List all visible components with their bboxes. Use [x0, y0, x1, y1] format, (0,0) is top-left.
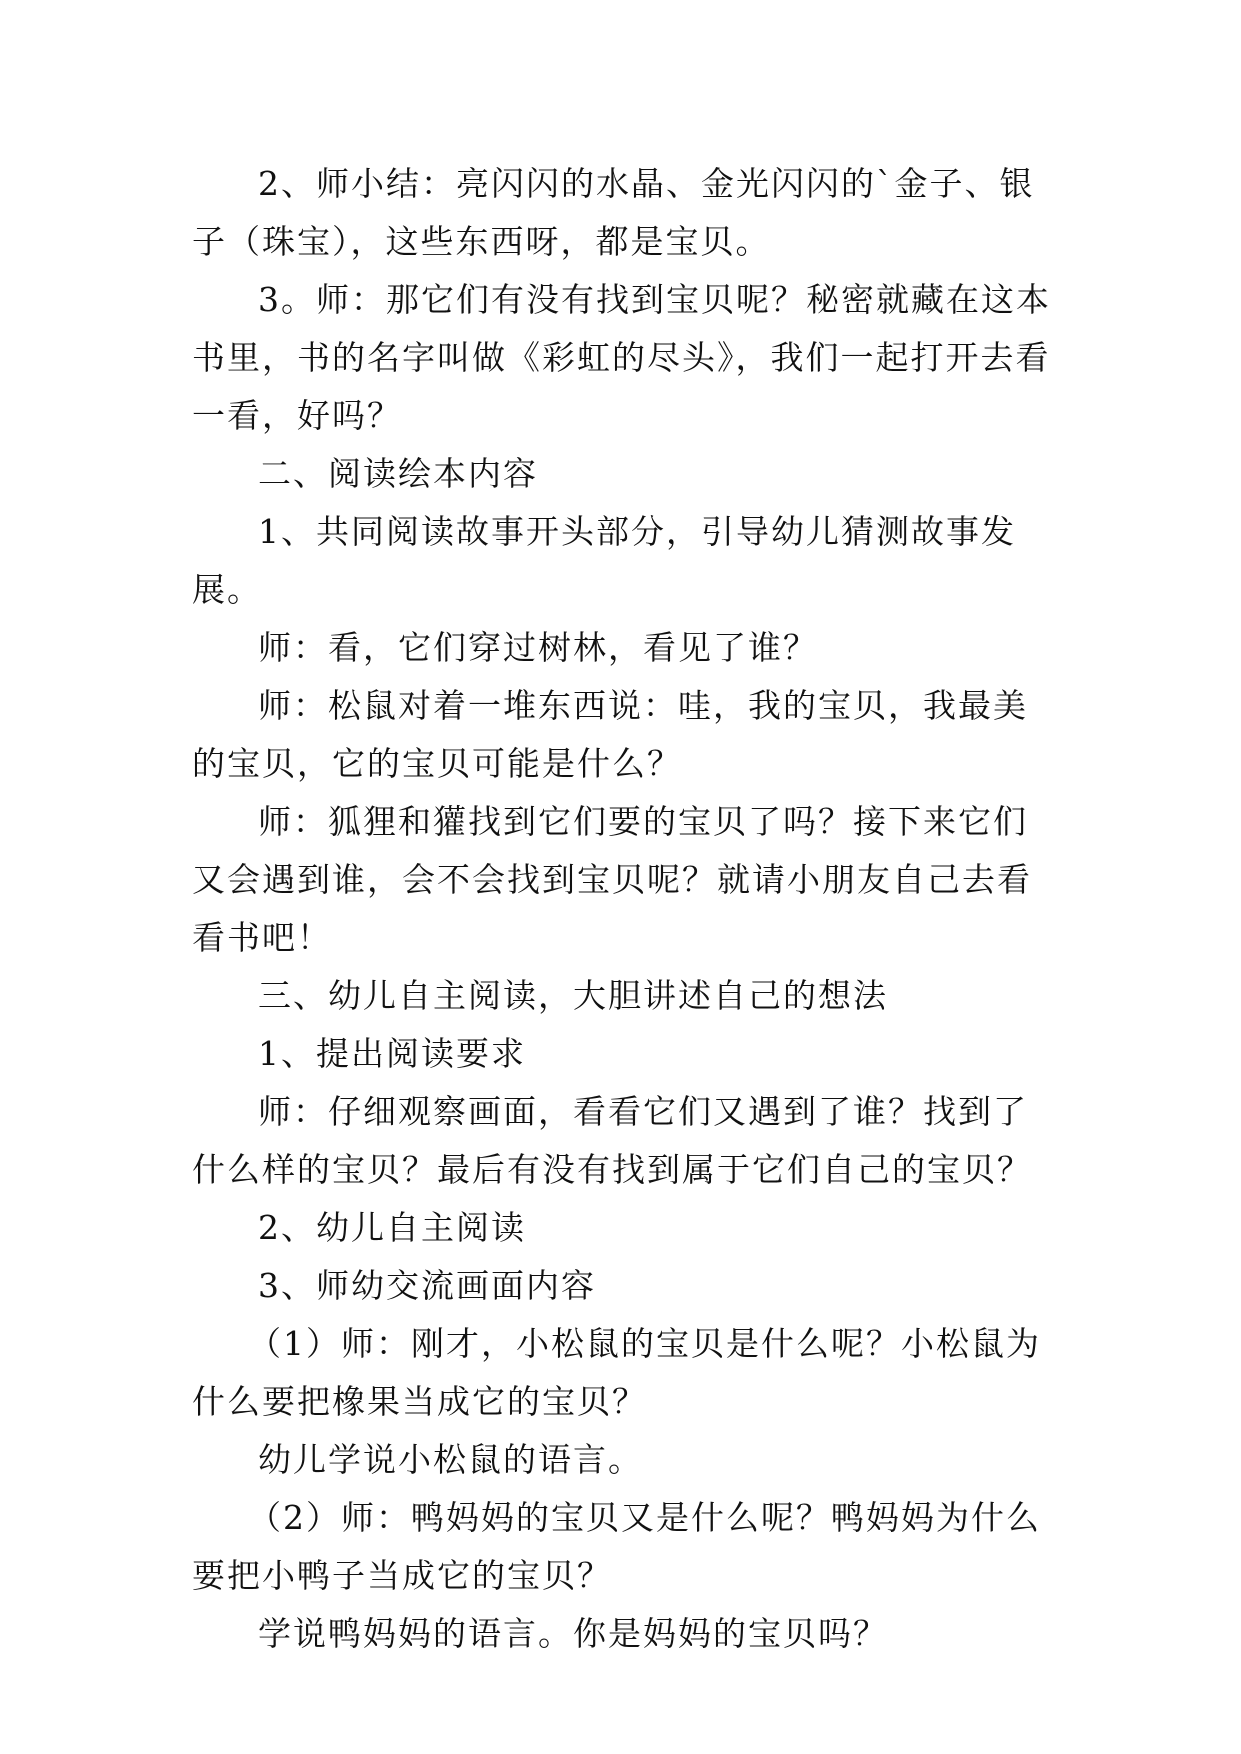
paragraph: 3。师：那它们有没有找到宝贝呢？秘密就藏在这本书里，书的名字叫做《彩虹的尽头》，我们一起打开去看一看，好吗？	[192, 280, 1051, 435]
paragraph: 2、师小结：亮闪闪的水晶、金光闪闪的`金子、银子（珠宝），这些东西呀，都是宝贝。	[192, 164, 1035, 261]
paragraph: 幼儿学说小松鼠的语言。	[258, 1440, 643, 1479]
paragraph: （2）师：鸭妈妈的宝贝又是什么呢？鸭妈妈为什么要把小鸭子当成它的宝贝？	[192, 1498, 1041, 1595]
paragraph: 1、提出阅读要求	[258, 1034, 526, 1073]
paragraph: 师：狐狸和獾找到它们要的宝贝了吗？接下来它们又会遇到谁，会不会找到宝贝呢？就请小朋友自己去看看书吧！	[192, 802, 1032, 957]
paragraph: 师：看，它们穿过树林，看见了谁？	[258, 628, 818, 667]
paragraph: 师：仔细观察画面，看看它们又遇到了谁？找到了什么样的宝贝？最后有没有找到属于它们自己的宝贝？	[192, 1092, 1032, 1189]
paragraph: 3、师幼交流画面内容	[258, 1266, 596, 1305]
document-body	[192, 155, 1052, 1663]
section-heading: 三、幼儿自主阅读，大胆讲述自己的想法	[258, 976, 888, 1015]
paragraph: 2、幼儿自主阅读	[258, 1208, 526, 1247]
section-heading: 二、阅读绘本内容	[258, 454, 538, 493]
paragraph: （1）师：刚才，小松鼠的宝贝是什么呢？小松鼠为什么要把橡果当成它的宝贝？	[192, 1324, 1041, 1421]
paragraph: 师：松鼠对着一堆东西说：哇，我的宝贝，我最美的宝贝，它的宝贝可能是什么？	[192, 686, 1028, 783]
paragraph: 1、共同阅读故事开头部分，引导幼儿猜测故事发展。	[192, 512, 1016, 609]
paragraph: 学说鸭妈妈的语言。你是妈妈的宝贝吗？	[258, 1614, 888, 1653]
